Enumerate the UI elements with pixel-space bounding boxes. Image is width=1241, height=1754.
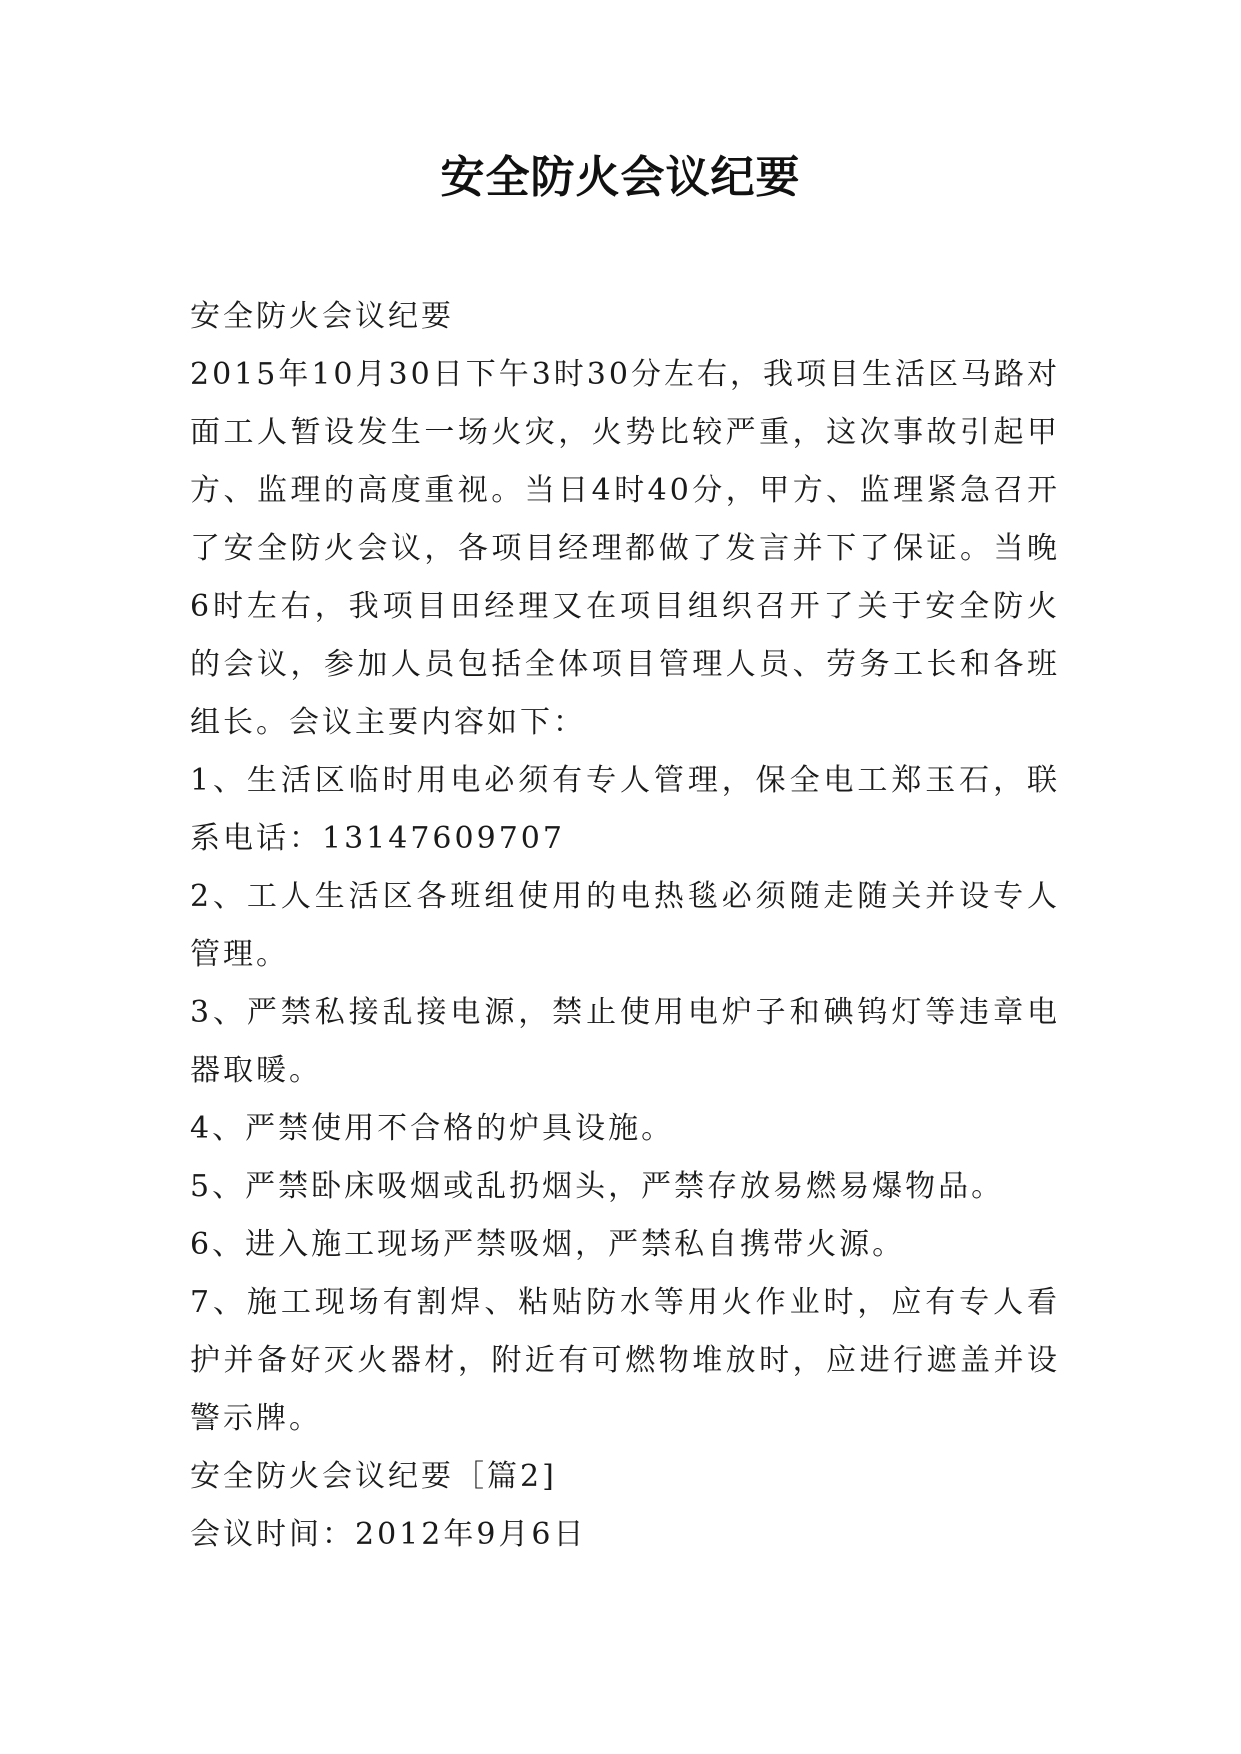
document-body <box>190 288 1060 1564</box>
list-item-1: 1、生活区临时用电必须有专人管理，保全电工郑玉石，联系电话：13147609707 <box>190 763 1060 856</box>
list-item-3: 3、严禁私接乱接电源，禁止使用电炉子和碘钨灯等违章电器取暖。 <box>190 995 1060 1088</box>
section-heading-part-2: 安全防火会议纪要［篇2] <box>190 1459 557 1494</box>
list-item-5: 5、严禁卧床吸烟或乱扔烟头，严禁存放易燃易爆物品。 <box>190 1169 1005 1204</box>
meeting-time: 会议时间：2012年9月6日 <box>190 1517 587 1552</box>
list-item-6: 6、进入施工现场严禁吸烟，严禁私自携带火源。 <box>190 1227 906 1262</box>
intro-paragraph: 2015年10月30日下午3时30分左右，我项目生活区马路对面工人暂设发生一场火灾，火势比较严重，这次事故引起甲方、监理的高度重视。当日4时40分，甲方、监理紧急召开了安全防火会议，各项目经理都做了发言并下了保证。当晚6时左右，我项目田经理又在项目组织召开了关于安全防火的会议，参加人员包括全体项目管理人员、劳务工长和各班组长。会议主要内容如下： <box>190 357 1060 740</box>
list-item-4: 4、严禁使用不合格的炉具设施。 <box>190 1111 675 1146</box>
list-item-2: 2、工人生活区各班组使用的电热毯必须随走随关并设专人管理。 <box>190 879 1060 972</box>
list-item-7: 7、施工现场有割焊、粘贴防水等用火作业时，应有专人看护并备好灭火器材，附近有可燃物堆放时，应进行遮盖并设警示牌。 <box>190 1285 1060 1436</box>
document-title: 安全防火会议纪要 <box>440 152 801 203</box>
section-heading: 安全防火会议纪要 <box>190 299 454 334</box>
